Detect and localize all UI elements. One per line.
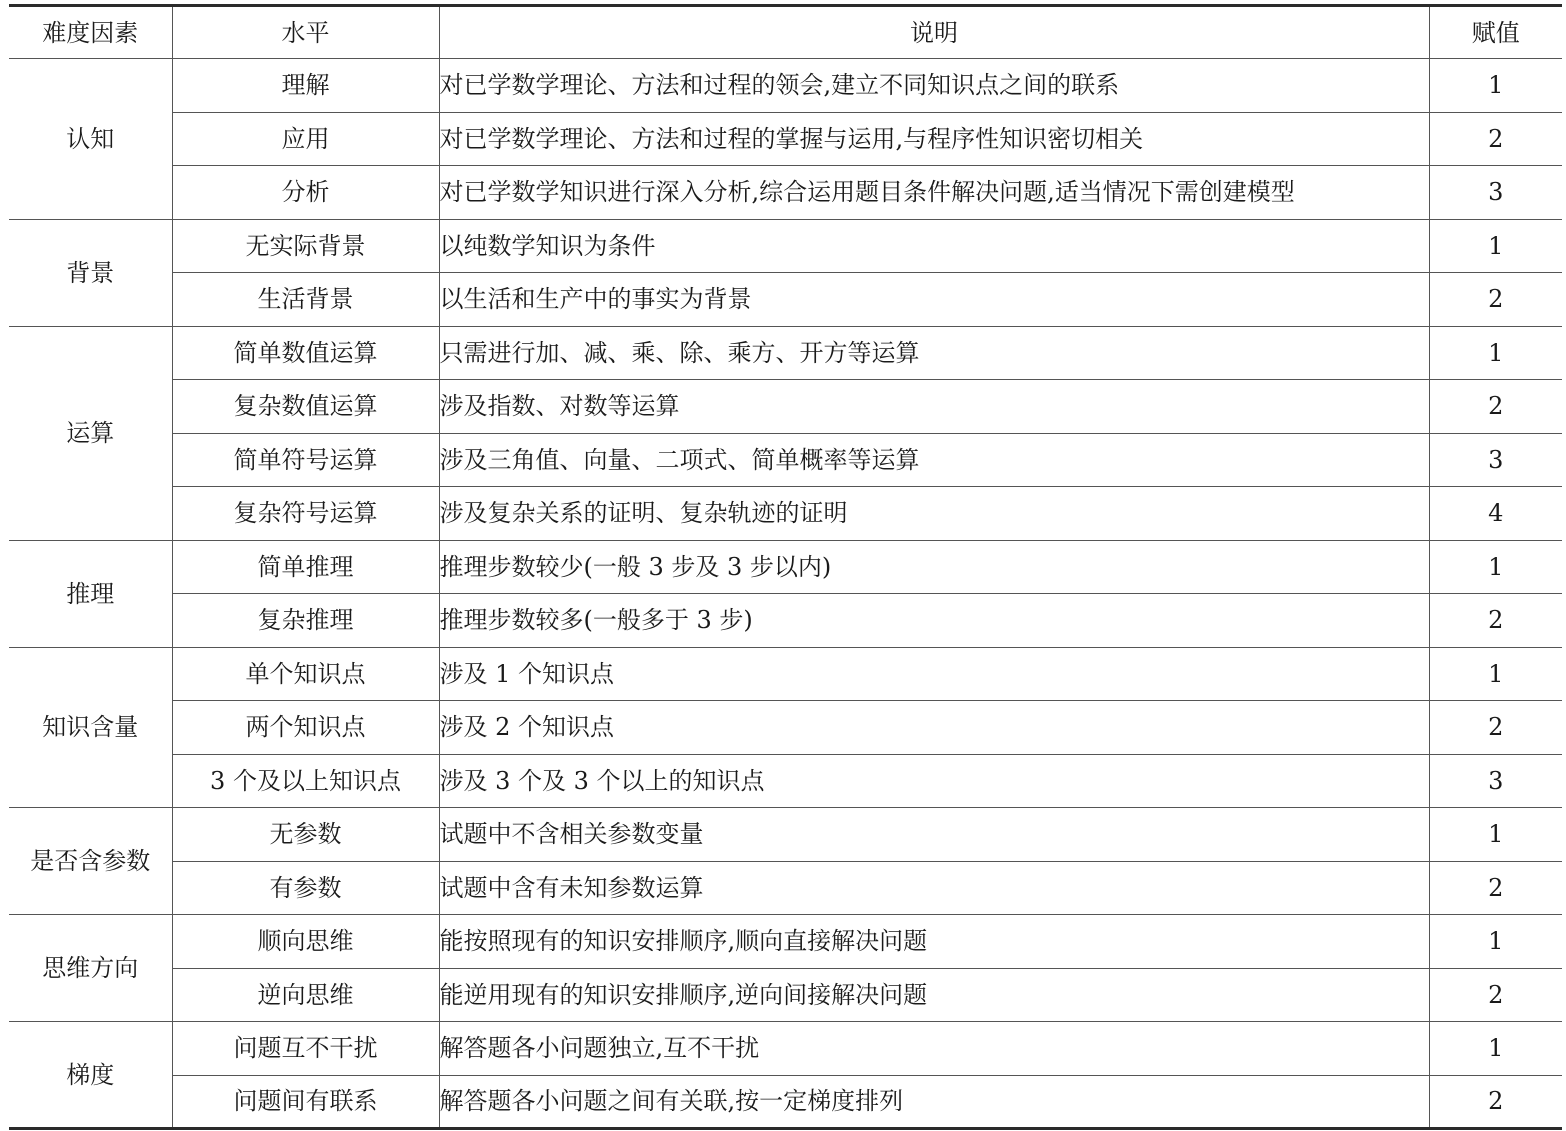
description-cell: 试题中含有未知参数运算	[439, 861, 1429, 915]
description-cell: 以纯数学知识为条件	[439, 219, 1429, 273]
value-cell: 2	[1429, 273, 1562, 327]
factor-cell: 认知	[9, 59, 172, 220]
value-cell: 3	[1429, 754, 1562, 808]
factor-cell: 推理	[9, 540, 172, 647]
factor-cell: 运算	[9, 326, 172, 540]
factor-cell: 思维方向	[9, 915, 172, 1022]
table-row	[9, 701, 1562, 755]
level-cell: 两个知识点	[172, 701, 439, 755]
description-cell: 涉及 2 个知识点	[439, 701, 1429, 755]
description-cell: 对已学数学知识进行深入分析,综合运用题目条件解决问题,适当情况下需创建模型	[439, 166, 1429, 220]
table-row	[9, 1075, 1562, 1129]
description-cell: 涉及复杂关系的证明、复杂轨迹的证明	[439, 487, 1429, 541]
value-cell: 1	[1429, 915, 1562, 969]
value-cell: 2	[1429, 380, 1562, 434]
value-cell: 1	[1429, 59, 1562, 113]
table-row	[9, 59, 1562, 113]
value-cell: 1	[1429, 1022, 1562, 1076]
factor-cell: 知识含量	[9, 647, 172, 808]
factor-cell: 背景	[9, 219, 172, 326]
level-cell: 简单数值运算	[172, 326, 439, 380]
level-cell: 逆向思维	[172, 968, 439, 1022]
table-row	[9, 594, 1562, 648]
description-cell: 试题中不含相关参数变量	[439, 808, 1429, 862]
table-row	[9, 1022, 1562, 1076]
level-cell: 复杂推理	[172, 594, 439, 648]
value-cell: 3	[1429, 433, 1562, 487]
table-row	[9, 861, 1562, 915]
table-row	[9, 273, 1562, 327]
level-cell: 简单符号运算	[172, 433, 439, 487]
level-cell: 有参数	[172, 861, 439, 915]
table-row	[9, 380, 1562, 434]
table-row	[9, 112, 1562, 166]
factor-cell: 梯度	[9, 1022, 172, 1129]
description-cell: 推理步数较多(一般多于 3 步)	[439, 594, 1429, 648]
table-row	[9, 219, 1562, 273]
level-cell: 3 个及以上知识点	[172, 754, 439, 808]
level-cell: 无实际背景	[172, 219, 439, 273]
value-cell: 1	[1429, 219, 1562, 273]
value-cell: 2	[1429, 701, 1562, 755]
value-cell: 1	[1429, 647, 1562, 701]
description-cell: 涉及 1 个知识点	[439, 647, 1429, 701]
table-row	[9, 540, 1562, 594]
header-factor: 难度因素	[9, 6, 172, 59]
table-row	[9, 166, 1562, 220]
level-cell: 问题间有联系	[172, 1075, 439, 1129]
level-cell: 分析	[172, 166, 439, 220]
value-cell: 2	[1429, 594, 1562, 648]
level-cell: 简单推理	[172, 540, 439, 594]
table-row	[9, 915, 1562, 969]
value-cell: 2	[1429, 112, 1562, 166]
value-cell: 3	[1429, 166, 1562, 220]
value-cell: 4	[1429, 487, 1562, 541]
level-cell: 复杂数值运算	[172, 380, 439, 434]
value-cell: 2	[1429, 1075, 1562, 1129]
level-cell: 理解	[172, 59, 439, 113]
description-cell: 涉及 3 个及 3 个以上的知识点	[439, 754, 1429, 808]
level-cell: 生活背景	[172, 273, 439, 327]
description-cell: 对已学数学理论、方法和过程的领会,建立不同知识点之间的联系	[439, 59, 1429, 113]
description-cell: 涉及三角值、向量、二项式、简单概率等运算	[439, 433, 1429, 487]
header-row	[9, 6, 1562, 59]
level-cell: 顺向思维	[172, 915, 439, 969]
header-description: 说明	[439, 6, 1429, 59]
level-cell: 复杂符号运算	[172, 487, 439, 541]
value-cell: 2	[1429, 968, 1562, 1022]
description-cell: 以生活和生产中的事实为背景	[439, 273, 1429, 327]
level-cell: 问题互不干扰	[172, 1022, 439, 1076]
description-cell: 对已学数学理论、方法和过程的掌握与运用,与程序性知识密切相关	[439, 112, 1429, 166]
header-value: 赋值	[1429, 6, 1562, 59]
table-row	[9, 647, 1562, 701]
value-cell: 1	[1429, 808, 1562, 862]
table-row	[9, 968, 1562, 1022]
table-row	[9, 326, 1562, 380]
table-row	[9, 433, 1562, 487]
table-row	[9, 487, 1562, 541]
value-cell: 1	[1429, 326, 1562, 380]
description-cell: 解答题各小问题之间有关联,按一定梯度排列	[439, 1075, 1429, 1129]
table-row	[9, 754, 1562, 808]
header-level: 水平	[172, 6, 439, 59]
description-cell: 解答题各小问题独立,互不干扰	[439, 1022, 1429, 1076]
value-cell: 1	[1429, 540, 1562, 594]
level-cell: 应用	[172, 112, 439, 166]
description-cell: 能按照现有的知识安排顺序,顺向直接解决问题	[439, 915, 1429, 969]
description-cell: 能逆用现有的知识安排顺序,逆向间接解决问题	[439, 968, 1429, 1022]
table-body	[9, 59, 1562, 1129]
description-cell: 涉及指数、对数等运算	[439, 380, 1429, 434]
value-cell: 2	[1429, 861, 1562, 915]
level-cell: 单个知识点	[172, 647, 439, 701]
level-cell: 无参数	[172, 808, 439, 862]
description-cell: 推理步数较少(一般 3 步及 3 步以内)	[439, 540, 1429, 594]
factor-cell: 是否含参数	[9, 808, 172, 915]
difficulty-factor-table	[9, 4, 1562, 1130]
description-cell: 只需进行加、减、乘、除、乘方、开方等运算	[439, 326, 1429, 380]
table-row	[9, 808, 1562, 862]
